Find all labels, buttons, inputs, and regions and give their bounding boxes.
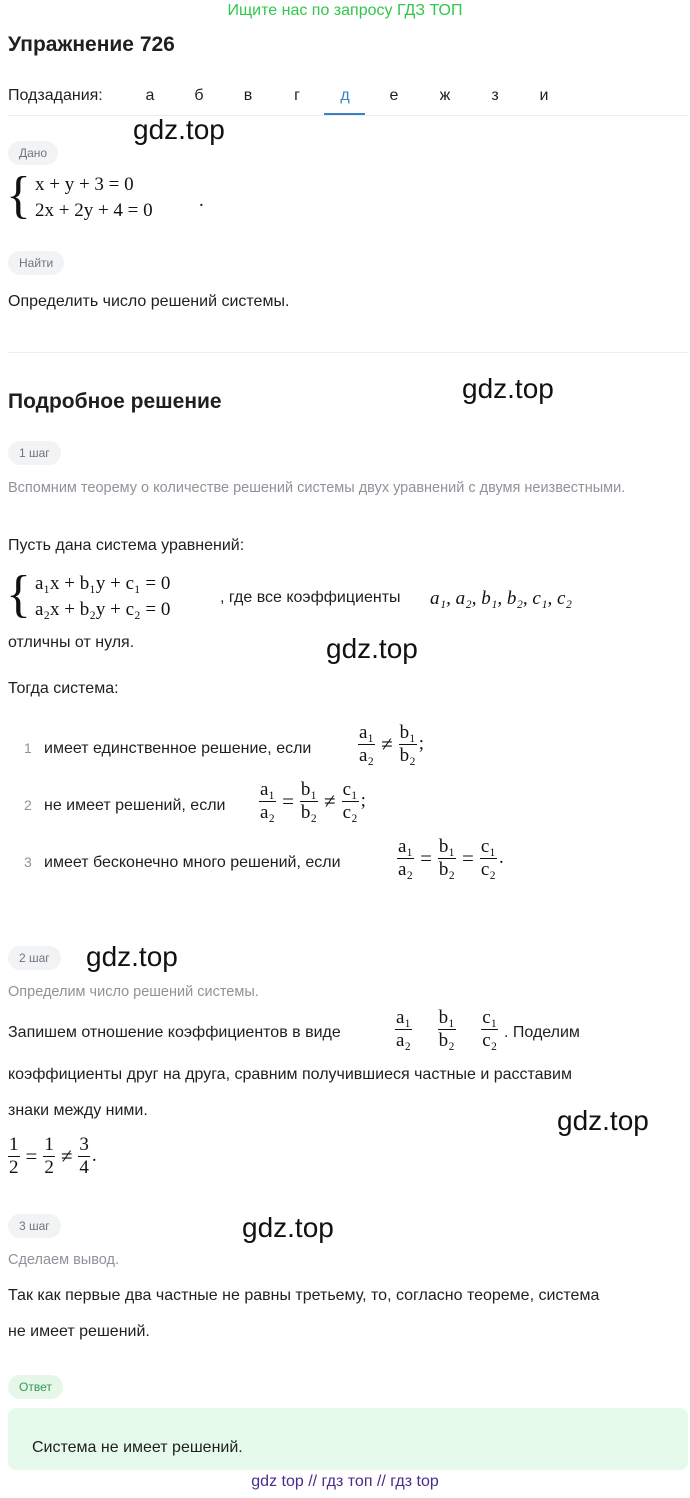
tab-v[interactable]: в	[243, 87, 253, 104]
case-text: имеет единственное решение, если	[44, 740, 312, 757]
system-brace: {	[6, 566, 31, 623]
coefficients-text: , где все коэффициенты	[220, 589, 401, 606]
case-number: 2	[24, 797, 32, 813]
tab-e[interactable]: е	[389, 87, 399, 104]
watermark: gdz.top	[557, 1105, 649, 1136]
step2-text1: Запишем отношение коэффициентов в виде	[8, 1024, 341, 1041]
answer-badge: Ответ	[8, 1375, 63, 1399]
step1-badge: 1 шаг	[8, 441, 61, 465]
step3-text2: не имеет решений.	[8, 1323, 150, 1340]
tabs-divider	[8, 115, 688, 116]
case1-formula: $\frac{\text{a₁}}{\text{a₂}}$ ≠ $\frac{\text{b₁}}{\text{b₂}}$ ;	[359, 722, 424, 766]
watermark: gdz.top	[242, 1212, 334, 1243]
step3-hint: Сделаем вывод.	[8, 1252, 120, 1268]
watermark: gdz.top	[326, 633, 418, 664]
step2-text1-tail: . Поделим	[504, 1024, 580, 1041]
find-badge: Найти	[8, 251, 64, 275]
step2-text2: коэффициенты друг на друга, сравним получившиеся частные и расставим	[8, 1066, 572, 1083]
step2-text3: знаки между ними.	[8, 1102, 148, 1119]
search-hint-banner: Ищите нас по запросу ГДЗ ТОП	[227, 2, 463, 19]
ratio-form-formula: $\frac{\text{a₁}}{\text{a₂}}$ $\frac{\text{b₁}}{\text{b₂}}$ $\frac{\text{c₁}}{\text{c₂}}$	[396, 1007, 498, 1051]
tab-a[interactable]: а	[145, 87, 155, 104]
tab-d-active[interactable]: д	[340, 87, 350, 104]
nonzero-text: отличны от нуля.	[8, 634, 135, 651]
answer-text: Система не имеет решений.	[32, 1439, 243, 1456]
general-equation-2: a₂x + b₂y + c₂ = 0	[35, 599, 171, 620]
given-badge: Дано	[8, 141, 58, 165]
system-brace: {	[6, 167, 31, 224]
general-equation-1: a₁x + b₁y + c₁ = 0	[35, 573, 171, 594]
watermark: gdz.top	[462, 373, 554, 404]
page-title: Упражнение 726	[8, 33, 175, 56]
given-equation-1: x + y + 3 = 0	[35, 174, 134, 195]
step2-badge: 2 шаг	[8, 946, 61, 970]
active-tab-indicator	[324, 113, 365, 115]
watermark: gdz.top	[86, 941, 178, 972]
tab-i[interactable]: и	[539, 87, 549, 104]
step2-hint: Определим число решений системы.	[8, 984, 259, 1000]
subtasks-label: Подзадания:	[8, 87, 103, 104]
then-text: Тогда система:	[8, 680, 119, 697]
tab-zh[interactable]: ж	[439, 87, 451, 104]
case-text: не имеет решений, если	[44, 797, 226, 814]
given-tail: .	[199, 190, 204, 211]
tab-z[interactable]: з	[491, 87, 499, 104]
footer-links[interactable]: gdz top // гдз топ // гдз top	[251, 1473, 439, 1490]
ratio-result-formula: $\frac{1}{2}$ = $\frac{1}{2}$ ≠ $\frac{3}{4}$ .	[9, 1134, 97, 1178]
find-text: Определить число решений системы.	[8, 293, 290, 310]
case3-formula: $\frac{\text{a₁}}{\text{a₂}}$ = $\frac{\text{b₁}}{\text{b₂}}$ = $\frac{\text{c₁}}{\text{c₂}}$ .	[398, 836, 504, 880]
case-text: имеет бесконечно много решений, если	[44, 854, 341, 871]
case-number: 1	[24, 740, 32, 756]
given-equation-2: 2x + 2y + 4 = 0	[35, 200, 153, 221]
case-number: 3	[24, 854, 32, 870]
step1-intro: Пусть дана система уравнений:	[8, 537, 245, 554]
watermark: gdz.top	[133, 114, 225, 145]
tab-b[interactable]: б	[194, 87, 204, 104]
coefficients-list: a₁, a₂, b₁, b₂, c₁, c₂	[430, 588, 572, 609]
case2-formula: $\frac{\text{a₁}}{\text{a₂}}$ = $\frac{\text{b₁}}{\text{b₂}}$ ≠ $\frac{\text{c₁}}{\text{c₂}}$ ;	[260, 779, 366, 823]
step1-hint: Вспомним теорему о количестве решений системы двух уравнений с двумя неизвестными.	[8, 480, 626, 496]
solution-title: Подробное решение	[8, 390, 222, 413]
section-divider	[8, 352, 688, 353]
step3-text1: Так как первые два частные не равны третьему, то, согласно теореме, система	[8, 1287, 600, 1304]
step3-badge: 3 шаг	[8, 1214, 61, 1238]
tab-g[interactable]: г	[294, 87, 300, 104]
